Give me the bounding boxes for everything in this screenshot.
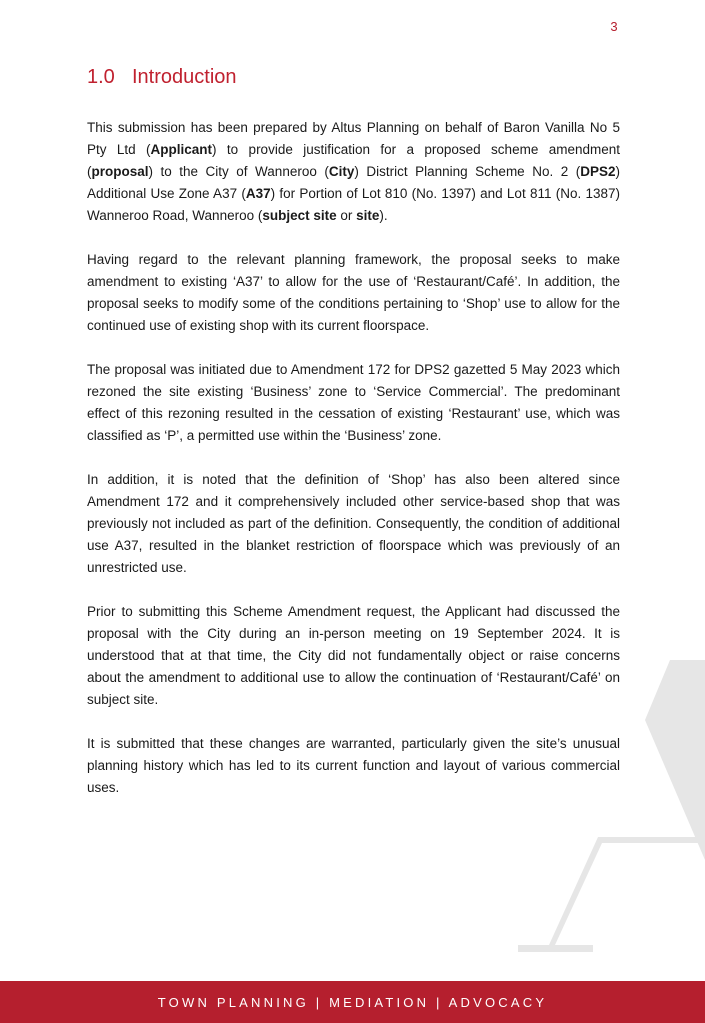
paragraph-4: [87, 469, 620, 579]
defined-term: Applicant: [150, 142, 213, 157]
section-title: Introduction: [132, 66, 237, 88]
text-run: or: [336, 208, 357, 223]
paragraph-1: [87, 117, 620, 227]
defined-term: proposal: [91, 164, 149, 179]
page-number: 3: [610, 19, 618, 34]
defined-term: City: [328, 164, 355, 179]
paragraph-2: [87, 249, 620, 337]
altus-a-logo-watermark-icon: [510, 650, 705, 960]
text-run: ).: [379, 208, 388, 223]
text-run: The proposal was initiated due to Amendment 172 for DPS2 gazetted 5 May 2023 which rezoned the site existing ‘Business’ zone to ‘Service Commercial’. The predominant effect of this rezoning resulted in the cessation of existing ‘Restaurant’ use, which was classified as ‘P’, a permitted use within the ‘Business’ zone.: [87, 362, 620, 443]
text-run: ) Additional Use Zone A37 (: [87, 164, 620, 201]
defined-term: site: [356, 208, 380, 223]
text-run: Prior to submitting this Scheme Amendment request, the Applicant had discussed the proposal with the City during an in-person meeting on 19 September 2024. It is understood that at that time, the City did not fundamentally object or raise concerns about the amendment to additional use to allow the continuation of ‘Restaurant/Café’ on subject site.: [87, 604, 620, 707]
defined-term: subject site: [262, 208, 337, 223]
text-run: ) for Portion of Lot 810 (No. 1397) and Lot 811 (No. 1387) Wanneroo Road, Wanneroo (: [87, 186, 620, 223]
section-number: 1.0: [87, 66, 115, 88]
footer-bar: [0, 981, 705, 1023]
text-run: This submission has been prepared by Altus Planning on behalf of Baron Vanilla No 5 Pty Ltd (: [87, 120, 620, 157]
paragraph-3: [87, 359, 620, 447]
defined-term: DPS2: [580, 164, 616, 179]
text-run: ) to provide justification for a proposed scheme amendment (: [87, 142, 620, 179]
text-run: ) District Planning Scheme No. 2 (: [354, 164, 581, 179]
text-run: ) to the City of Wanneroo (: [148, 164, 329, 179]
text-run: In addition, it is noted that the definition of ‘Shop’ has also been altered since Amendment 172 and it comprehensively included other service-based shop that was previously not included as part of the definition. Consequently, the condition of additional use A37, resulted in the blanket restriction of floorspace which was previously of an unrestricted use.: [87, 472, 620, 575]
defined-term: A37: [245, 186, 271, 201]
footer-tagline: TOWN PLANNING | MEDIATION | ADVOCACY: [157, 994, 548, 1010]
text-run: Having regard to the relevant planning framework, the proposal seeks to make amendment to existing ‘A37’ to allow for the use of ‘Restaurant/Café’. In addition, the proposal seeks to modify some of the conditions pertaining to ‘Shop’ use to allow for the continued use of existing shop with its current floorspace.: [87, 252, 620, 333]
section-heading: [87, 66, 237, 89]
text-run: It is submitted that these changes are warranted, particularly given the site’s unusual planning history which has led to its current function and layout of various commercial uses.: [87, 736, 620, 795]
